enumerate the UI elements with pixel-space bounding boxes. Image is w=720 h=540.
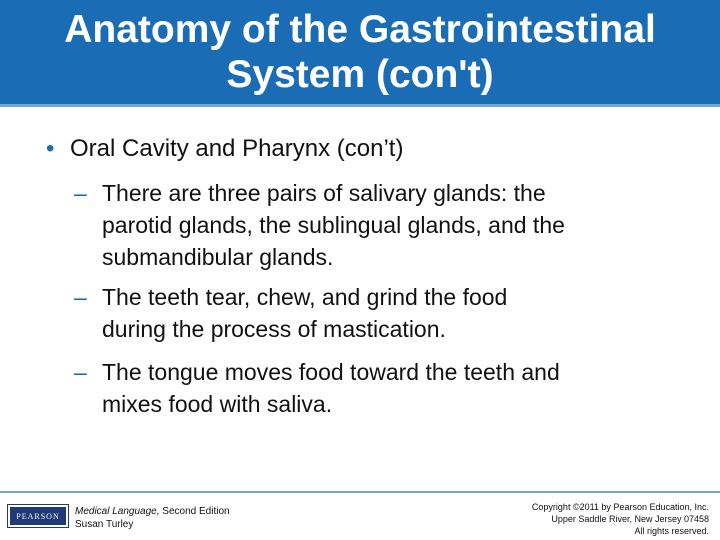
sub-bullet-line: parotid glands, the sublingual glands, and the xyxy=(102,212,565,238)
copyright-line-3: All rights reserved. xyxy=(634,526,709,536)
main-bullet-text: Oral Cavity and Pharynx (con’t) xyxy=(70,135,404,162)
dash-marker: – xyxy=(74,284,87,310)
sub-bullet-line: The teeth tear, chew, and grind the food xyxy=(102,284,508,310)
book-credit xyxy=(75,505,230,531)
author-name: Susan Turley xyxy=(75,519,134,530)
copyright-line-2: Upper Saddle River, New Jersey 07458 xyxy=(551,514,709,524)
sub-bullet-text xyxy=(102,281,507,345)
dash-marker: – xyxy=(74,359,87,385)
footer-divider xyxy=(0,491,720,493)
sub-bullet-line: The tongue moves food toward the teeth and xyxy=(102,359,560,385)
sub-bullet-line: There are three pairs of salivary glands: the xyxy=(102,180,546,206)
sub-bullet-line: during the process of mastication. xyxy=(102,316,446,342)
sub-bullet-text xyxy=(102,356,560,420)
sub-bullet-line: mixes food with saliva. xyxy=(102,391,333,417)
slide-title-line-1: Anatomy of the Gastrointestinal xyxy=(64,8,656,51)
dash-marker: – xyxy=(74,180,87,206)
book-title-line xyxy=(75,505,230,518)
sub-bullet-line: submandibular glands. xyxy=(102,244,334,270)
book-title: Medical Language, xyxy=(75,506,160,517)
copyright-notice xyxy=(532,501,709,537)
slide-title-line-2: System (con't) xyxy=(226,53,494,96)
pearson-logo-text: PEARSON xyxy=(10,507,66,525)
bullet-marker: • xyxy=(46,135,55,162)
book-edition: Second Edition xyxy=(159,506,230,517)
pearson-logo xyxy=(7,504,69,528)
copyright-line-1: Copyright ©2011 by Pearson Education, Inc. xyxy=(531,502,709,512)
sub-bullet-text xyxy=(102,177,565,273)
